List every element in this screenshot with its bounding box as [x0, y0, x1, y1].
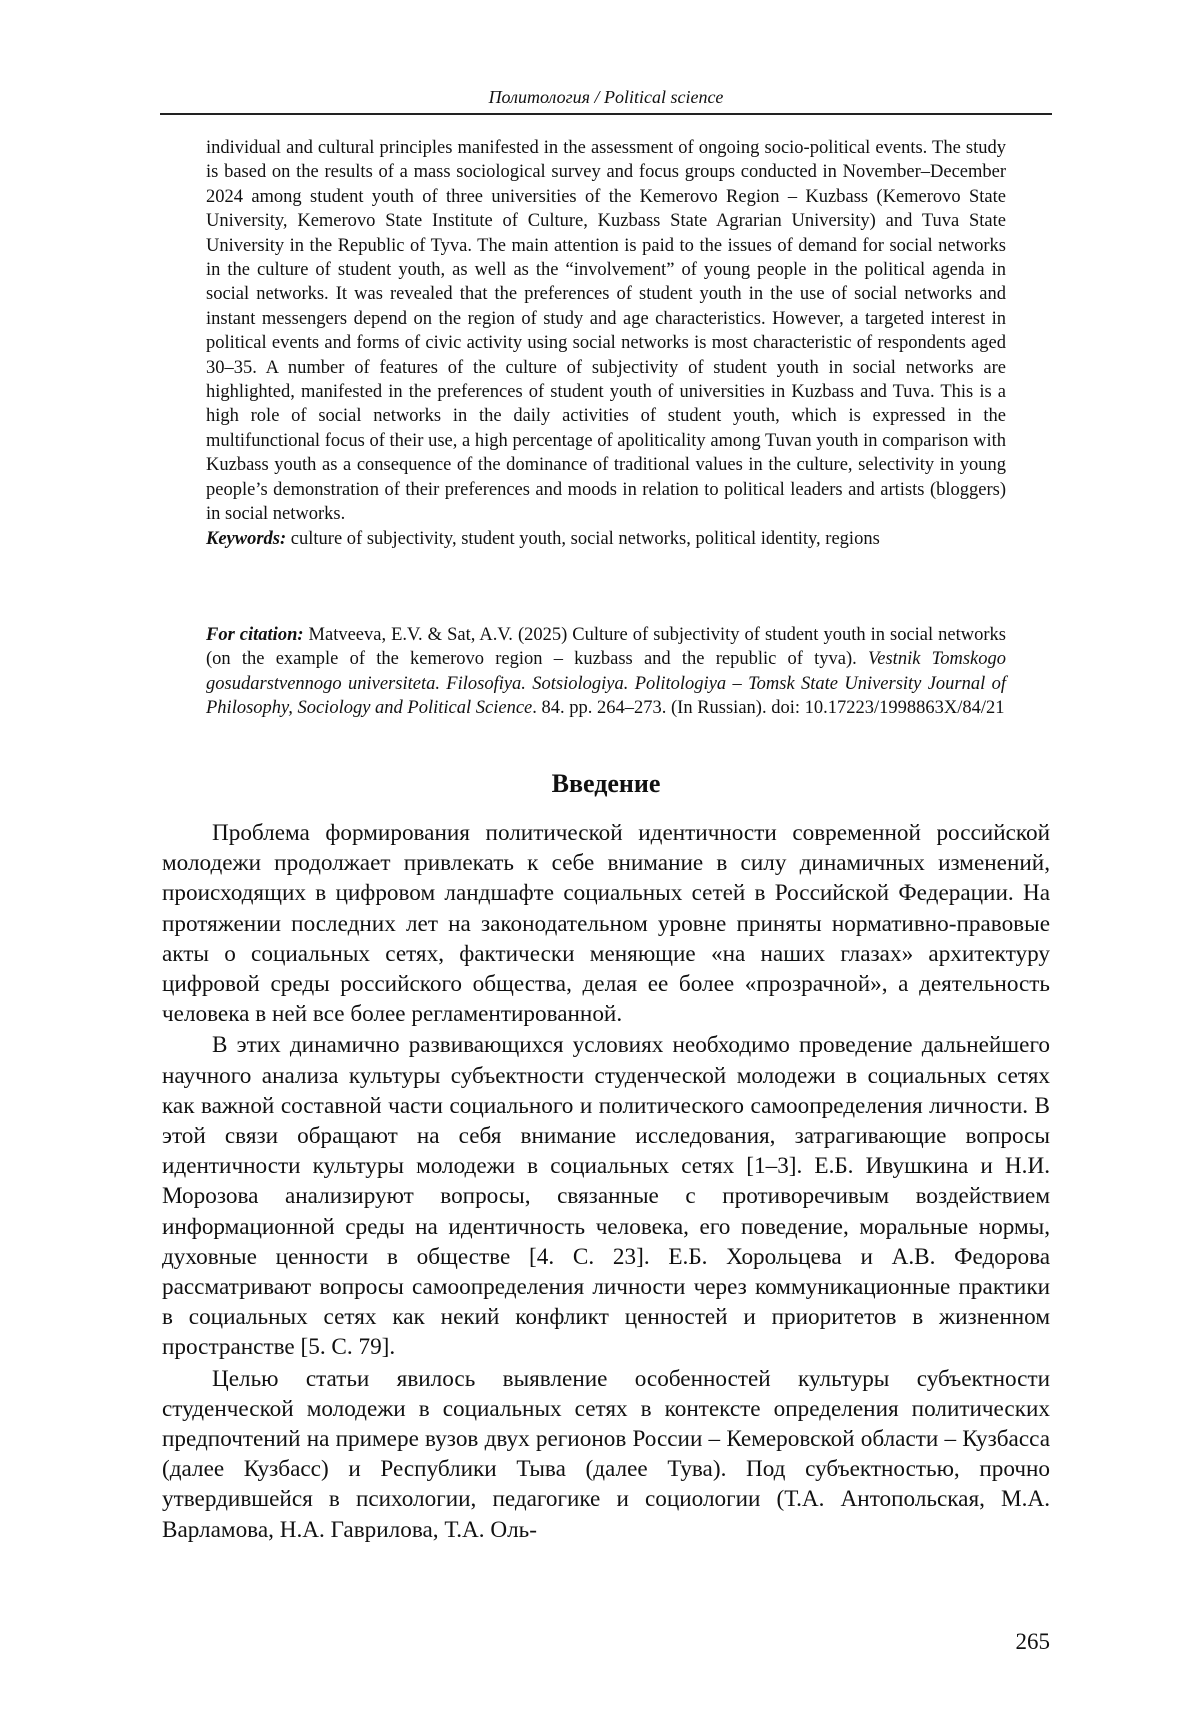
- citation-block: [206, 623, 1006, 721]
- body-text: [162, 818, 1050, 1545]
- keywords-label: Keywords:: [206, 528, 287, 549]
- body-paragraph: Целью статьи явилось выявление особенностей культуры субъектности студенческой молодежи в социальных сетях в контексте определения политических предпочтений на примере вузов двух регионов России – Кемеровской области – Кузбасса (далее Кузбасс) и Республики Тыва (далее Тува). Под субъектностью, прочно утвердившейся в психологии, педагогике и социологии (Т.А. Антопольская, М.А. Варламова, Н.А. Гаврилова, Т.А. Оль-: [162, 1365, 1050, 1543]
- running-header: Политология / Political science: [488, 87, 724, 107]
- page-number: 265: [1015, 1629, 1050, 1654]
- citation-label: For citation:: [206, 625, 304, 645]
- body-paragraph: В этих динамично развивающихся условиях необходимо проведение дальнейшего научного анализа культуры субъектности студенческой молодежи в социальных сетях как важной составной части социального и политического самоопределения личности. В этой связи обращают на себя внимание исследования, затрагивающие вопросы идентичности культуры молодежи в социальных сетях [1–3]. Е.Б. Ивушкина и Н.И. Морозова анализируют вопросы, связанные с противоречивым воздействием информационной среды на идентичность человека, его поведение, моральные нормы, духовные ценности в обществе [4. С. 23]. Е.Б. Хорольцева и А.В. Федорова рассматривают вопросы самоопределения личности через коммуникационные практики в социальных сетях как некий конфликт ценностей и приоритетов в жизненном пространстве [5. С. 79].: [162, 1032, 1050, 1361]
- section-title: Введение: [551, 769, 661, 798]
- citation-authors-title: Matveeva, E.V. & Sat, A.V. (2025) Culture of subjectivity of student youth in social networks (on the example of the kemerovo region – kuzbass and the republic of tyva).: [206, 625, 1006, 670]
- citation-tail: . 84. pp. 264–273. (In Russian). doi: 10.17223/1998863X/84/21: [532, 698, 1005, 719]
- keywords-line: [206, 527, 1006, 551]
- body-paragraph: Проблема формирования политической идентичности современной российской молодежи продолжает привлекать к себе внимание в силу динамичных изменений, происходящих в цифровом ландшафте социальных сетей в Российской Федерации. На протяжении последних лет на законодательном уровне приняты нормативно-правовые акты о социальных сетях, фактически меняющие «на наших глазах» архитектуру цифровой среды российского общества, делая ее более «прозрачной», а деятельность человека в ней все более регламентированной.: [162, 820, 1050, 1028]
- keywords-text: culture of subjectivity, student youth, social networks, political identity, regions: [286, 528, 880, 549]
- abstract-block: [206, 136, 1006, 551]
- citation-journal: Vestnik Tomskogo gosudarstvennogo universiteta. Filosofiya. Sotsiologiya. Politologiya – Tomsk State University Journal of Philosophy, Sociology and Political Science: [206, 649, 1006, 719]
- abstract-text: individual and cultural principles manifested in the assessment of ongoing socio-political events. The study is based on the results of a mass sociological survey and focus groups conducted in November–December 2024 among student youth of three universities of the Kemerovo Region – Kuzbass (Kemerovo State University, Kemerovo State Institute of Culture, Kuzbass State Agrarian University) and Tuva State University in the Republic of Tyva. The main attention is paid to the issues of demand for social networks in the culture of student youth, as well as the “involvement” of young people in the political agenda in social networks. It was revealed that the preferences of student youth in the use of social networks and instant messengers depend on the region of study and age characteristics. However, a targeted interest in political events and forms of civic activity using social networks is most characteristic of respondents aged 30–35. A number of features of the culture of subjectivity of student youth in social networks are highlighted, manifested in the preferences of student youth of universities in Kuzbass and Tuva. This is a high role of social networks in the daily activities of student youth, which is expressed in the multifunctional focus of their use, a high percentage of apoliticality among Tuvan youth in comparison with Kuzbass youth as a consequence of the dominance of traditional values in the culture, selectivity in young people’s demonstration of their preferences and moods in relation to political leaders and artists (bloggers) in social networks.: [206, 138, 1006, 525]
- header-divider: [160, 113, 1052, 115]
